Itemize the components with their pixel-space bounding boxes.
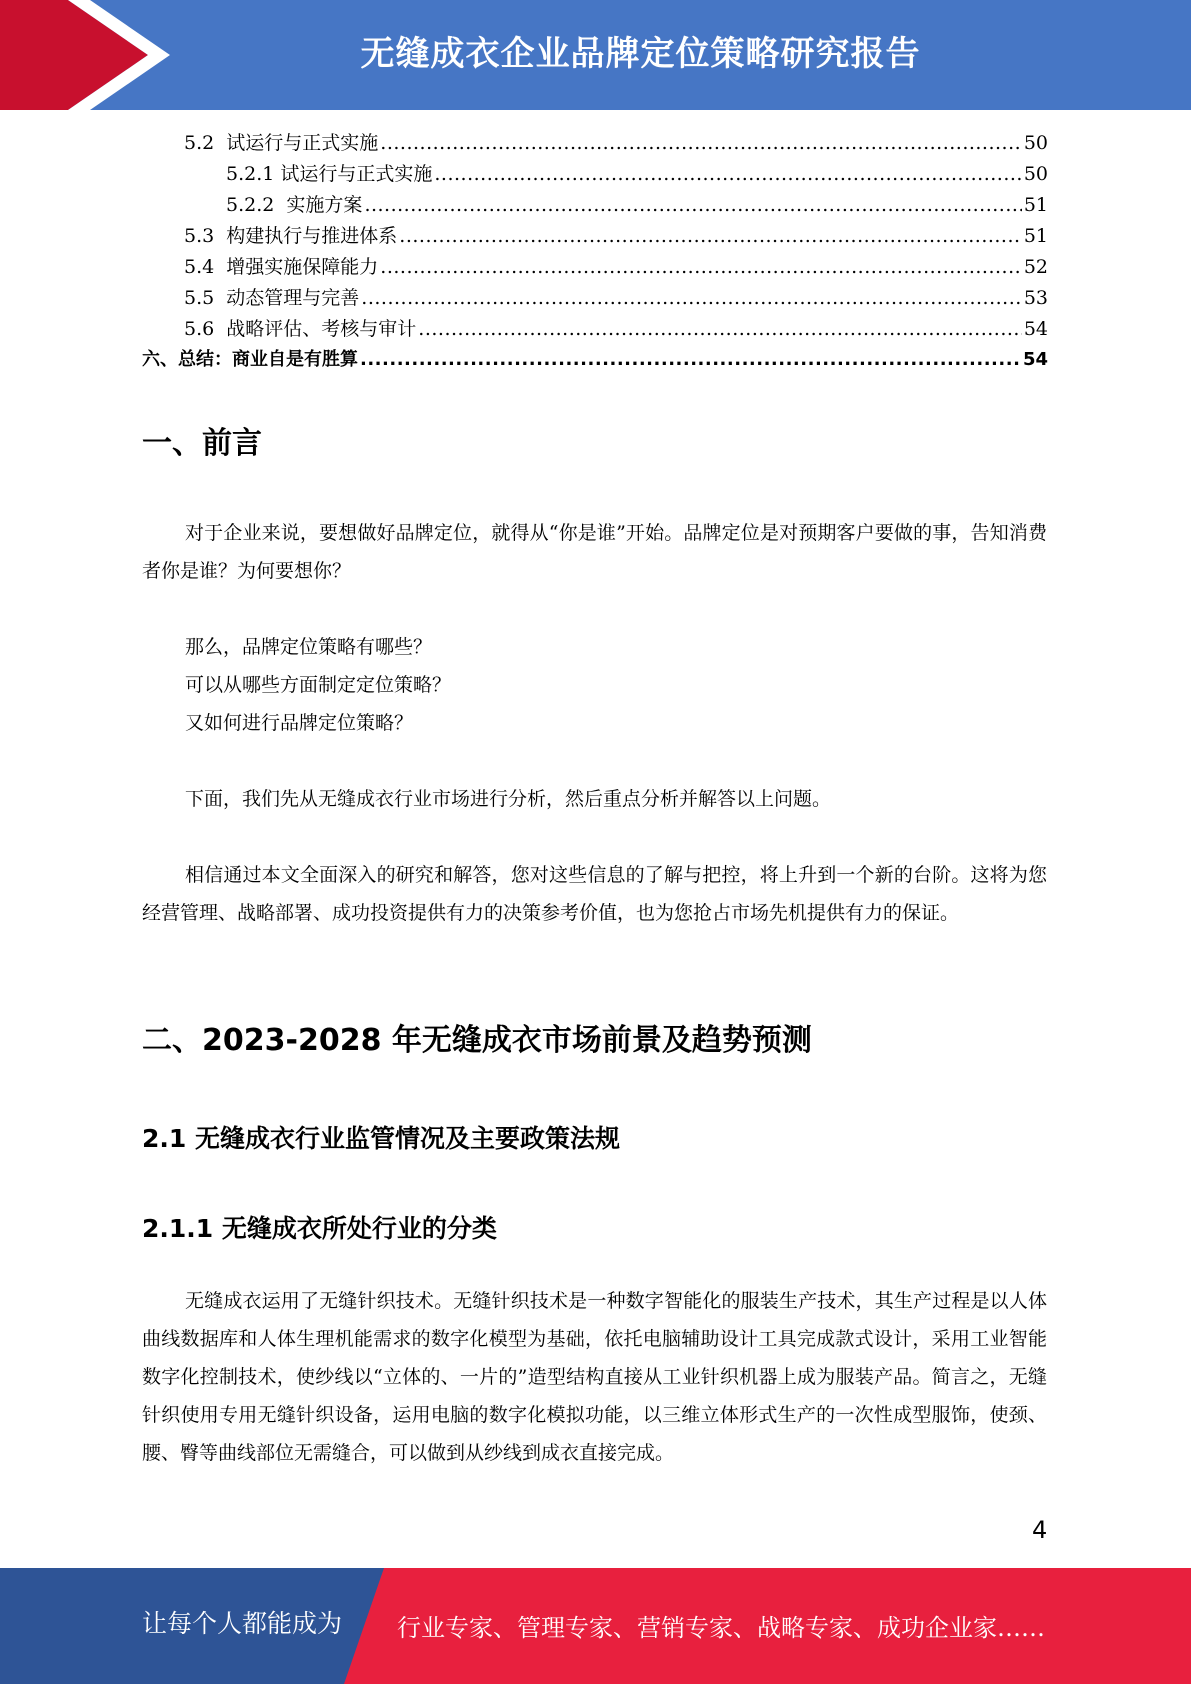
toc-entry-page: 50: [1023, 132, 1048, 154]
toc-entry-page: 51: [1023, 194, 1048, 216]
preface-question: 又如何进行品牌定位策略？: [185, 712, 414, 734]
page-header: [0, 0, 1191, 110]
toc-entry-label: 5.2.1 试运行与正式实施: [226, 163, 433, 185]
toc-entry-label: 5.2 试运行与正式实施: [184, 132, 379, 154]
toc-entry-label: 六、总结：商业自是有胜算: [142, 349, 358, 370]
toc-entry-page: 51: [1023, 225, 1048, 247]
toc-entry[interactable]: [226, 190, 1048, 220]
toc-entry-page: 54: [1023, 318, 1048, 340]
toc-entry-label: 5.6 战略评估、考核与审计: [184, 318, 417, 340]
subsection-heading: 2.1 无缝成衣行业监管情况及主要政策法规: [142, 1124, 620, 1153]
toc-entry-page: 54: [1022, 349, 1048, 370]
preface-paragraph: 下面，我们先从无缝成衣行业市场进行分析，然后重点分析并解答以上问题。: [185, 788, 832, 810]
toc-entry-label: 5.4 增强实施保障能力: [184, 256, 379, 278]
preface-paragraph: 相信通过本文全面深入的研究和解答，您对这些信息的了解与把控，将上升到一个新的台阶。这将为您经营管理、战略部署、成功投资提供有力的决策参考价值，也为您抢占市场先机提供有力的保证。: [142, 864, 1047, 924]
page-footer: [0, 1568, 1191, 1684]
toc-leader-dots: [364, 190, 1021, 220]
preface-question: 那么，品牌定位策略有哪些？: [185, 636, 433, 658]
subsection-heading: 2.1.1 无缝成衣所处行业的分类: [142, 1214, 497, 1243]
report-title: 无缝成衣企业品牌定位策略研究报告: [360, 34, 921, 74]
page-number: 4: [1032, 1516, 1048, 1544]
industry-classification-paragraph: 无缝成衣运用了无缝针织技术。无缝针织技术是一种数字智能化的服装生产技术，其生产过程是以人体曲线数据库和人体生理机能需求的数字化模型为基础，依托电脑辅助设计工具完成款式设计，采用工业智能数字化控制技术，使纱线以“立体的、一片的”造型结构直接从工业针织机器上成为服装产品。简言之，无缝针织使用专用无缝针织设备，运用电脑的数字化模拟功能，以三维立体形式生产的一次性成型服饰，使颈、腰、臀等曲线部位无需缝合，可以做到从纱线到成衣直接完成。: [142, 1290, 1047, 1464]
preface-question: 可以从哪些方面制定定位策略？: [185, 674, 452, 696]
toc-entry-page: 53: [1023, 287, 1048, 309]
section-heading-market-outlook: 二、2023-2028 年无缝成衣市场前景及趋势预测: [142, 1023, 812, 1058]
section-heading-preface: 一、前言: [142, 426, 262, 461]
preface-paragraph: 对于企业来说，要想做好品牌定位，就得从“你是谁”开始。品牌定位是对预期客户要做的事，告知消费者你是谁？为何要想你？: [142, 522, 1047, 582]
toc-entry[interactable]: [184, 252, 1048, 282]
toc-entry[interactable]: [142, 345, 1048, 375]
toc-leader-dots: [418, 314, 1022, 344]
toc-entry-page: 52: [1023, 256, 1048, 278]
toc-entry-label: 5.2.2 实施方案: [226, 194, 363, 216]
toc-entry[interactable]: [184, 314, 1048, 344]
toc-leader-dots: [360, 345, 1021, 375]
toc-leader-dots: [399, 221, 1022, 251]
toc-entry[interactable]: [226, 159, 1048, 189]
footer-slogan-left: 让每个人都能成为: [142, 1609, 343, 1638]
toc-leader-dots: [361, 283, 1022, 313]
toc-leader-dots: [380, 128, 1022, 158]
toc-entry[interactable]: [184, 221, 1048, 251]
toc-leader-dots: [434, 159, 1021, 189]
toc-entry-label: 5.5 动态管理与完善: [184, 287, 360, 309]
toc-entry-page: 50: [1023, 163, 1048, 185]
toc-entry[interactable]: [184, 128, 1048, 158]
footer-slogan-right: 行业专家、管理专家、营销专家、战略专家、成功企业家……: [397, 1614, 1045, 1642]
toc-entry-label: 5.3 构建执行与推进体系: [184, 225, 398, 247]
toc-leader-dots: [380, 252, 1022, 282]
toc-entry[interactable]: [184, 283, 1048, 313]
